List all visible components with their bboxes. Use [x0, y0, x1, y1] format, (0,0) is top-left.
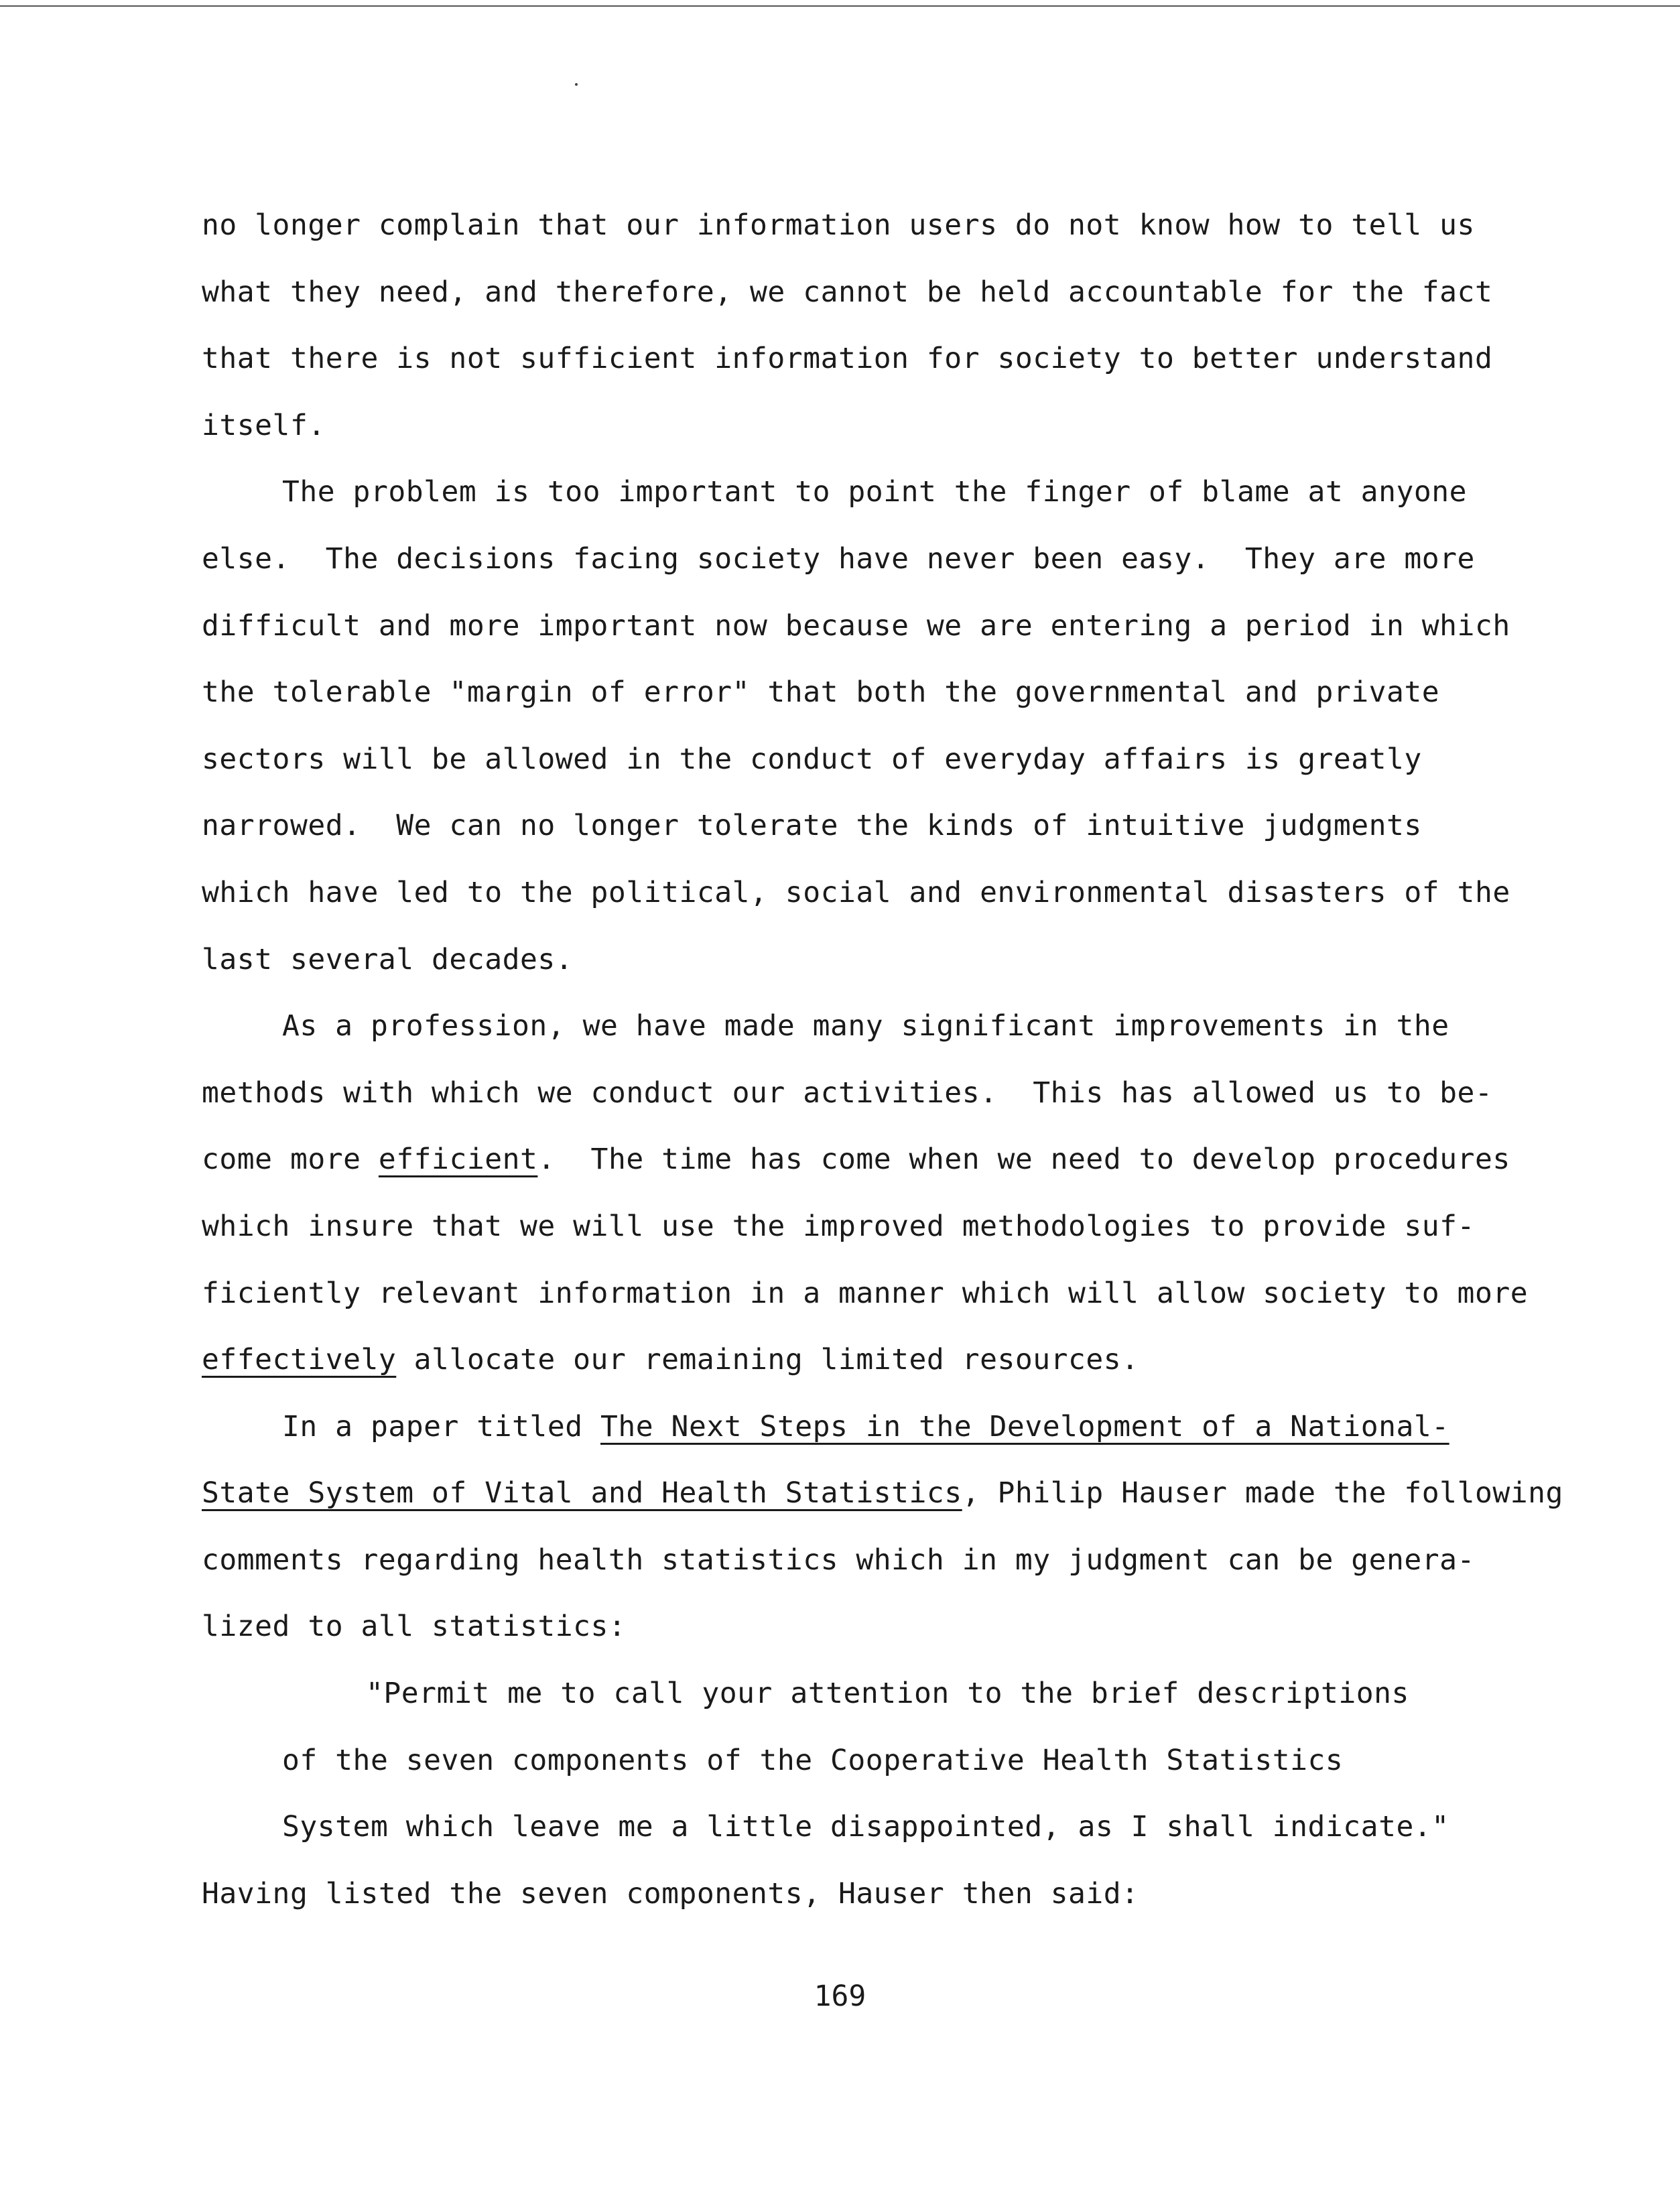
text-line: State System of Vital and Health Statistics, Philip Hauser made the following — [202, 1476, 1563, 1510]
text-line: what they need, and therefore, we cannot be held accountable for the fact — [202, 275, 1493, 309]
page-number: 169 — [814, 1980, 866, 2013]
text-line: methods with which we conduct our activities. This has allowed us to be- — [202, 1076, 1493, 1110]
text-line: lized to all statistics: — [202, 1610, 627, 1644]
underlined-emphasis: efficient — [378, 1143, 538, 1177]
text-line: Having listed the seven components, Hauser then said: — [202, 1876, 1139, 1911]
scan-edge-line — [0, 5, 1680, 7]
text-line: sectors will be allowed in the conduct of everyday affairs is greatly — [202, 742, 1422, 776]
paragraph-start-line: The problem is too important to point the finger of blame at anyone — [282, 475, 1468, 509]
text-line: else. The decisions facing society have never been easy. They are more — [202, 541, 1475, 576]
scan-speck — [575, 83, 578, 86]
underlined-paper-title: State System of Vital and Health Statistics — [202, 1476, 962, 1510]
text-line: itself. — [202, 408, 326, 442]
text-line: no longer complain that our information users do not know how to tell us — [202, 208, 1475, 242]
text-line: narrowed. We can no longer tolerate the kinds of intuitive judgments — [202, 809, 1422, 843]
paragraph-start-line: As a profession, we have made many significant improvements in the — [282, 1009, 1449, 1043]
quote-line: System which leave me a little disappointed, as I shall indicate." — [282, 1810, 1449, 1844]
text-line: last several decades. — [202, 942, 574, 976]
text-line: come more efficient. The time has come when we need to develop procedures — [202, 1143, 1510, 1177]
quote-line: "Permit me to call your attention to the brief descriptions — [366, 1677, 1409, 1711]
underlined-emphasis: effectively — [202, 1343, 397, 1377]
text-line: the tolerable "margin of error" that both the governmental and private — [202, 675, 1440, 710]
paragraph-start-line: In a paper titled The Next Steps in the Development of a National- — [282, 1409, 1449, 1443]
text-line: that there is not sufficient information for society to better understand — [202, 342, 1493, 376]
text-line: comments regarding health statistics which in my judgment can be genera- — [202, 1543, 1475, 1577]
text-line: effectively allocate our remaining limited resources. — [202, 1343, 1139, 1377]
text-line: which have led to the political, social and environmental disasters of the — [202, 875, 1510, 909]
page-body — [202, 198, 1563, 1933]
text-line: ficiently relevant information in a manner which will allow society to more — [202, 1276, 1529, 1310]
underlined-paper-title: The Next Steps in the Development of a National- — [600, 1409, 1449, 1443]
text-line: difficult and more important now because we are entering a period in which — [202, 608, 1510, 643]
quote-line: of the seven components of the Cooperative Health Statistics — [282, 1743, 1344, 1777]
text-line: which insure that we will use the improved methodologies to provide suf- — [202, 1209, 1475, 1243]
